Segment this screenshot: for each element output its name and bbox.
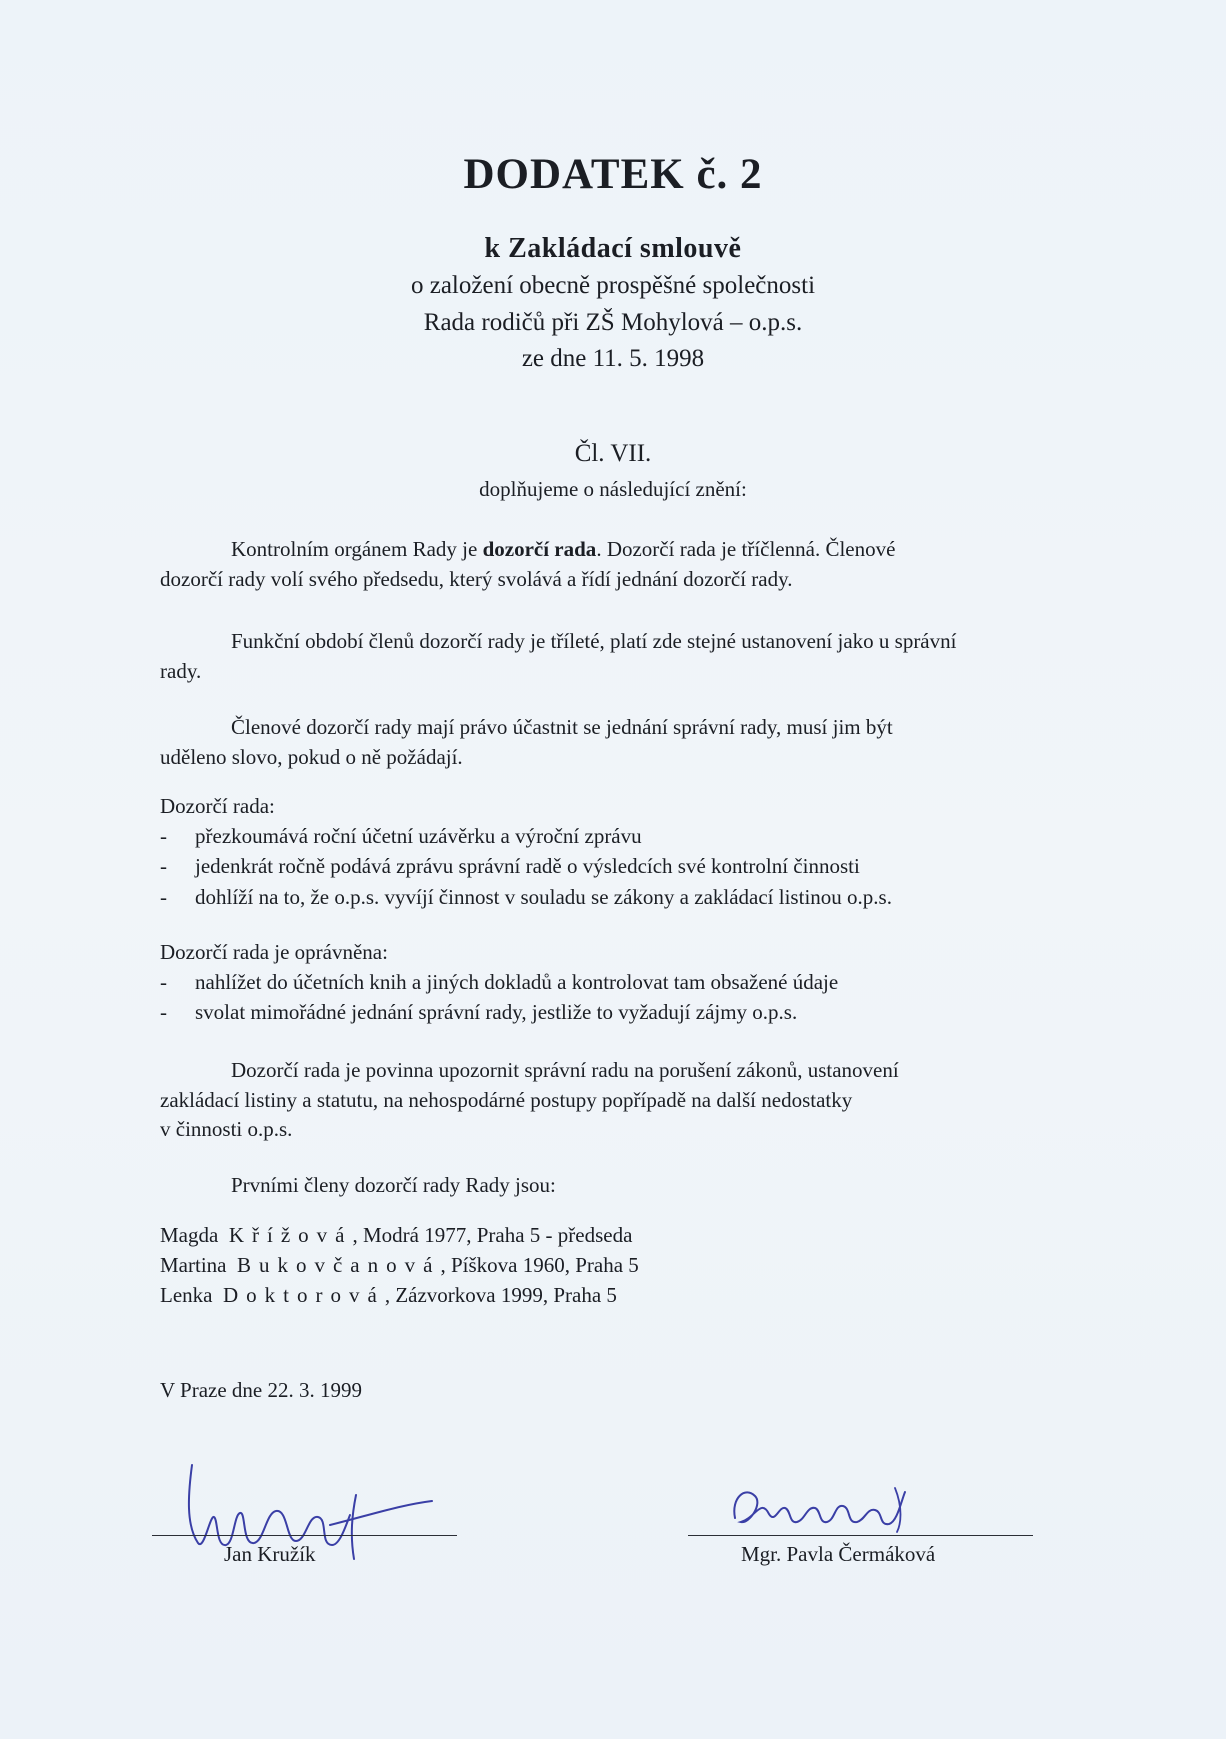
member-row [160,1280,617,1310]
place-date: V Praze dne 22. 3. 1999 [160,1378,362,1402]
member-first-name: Martina [160,1253,227,1277]
document-title: DODATEK č. 2 [463,151,763,198]
member-first-name: Magda [160,1223,219,1247]
header-line-3: ze dne 11. 5. 1998 [521,345,705,372]
rights-item-1: - nahlížet do účetních knih a jiných dokladů a kontrolovat tam obsažené údaje [160,970,839,994]
header-line-1: o založení obecně prospěšné společnosti [410,272,816,299]
member-last-name: Bukovčanová [236,1253,441,1277]
duties-item-2: - jedenkrát ročně podává zprávu správní radě o výsledcích své kontrolní činnosti [160,854,860,878]
duties-heading: Dozorčí rada: [160,794,275,818]
rights-item-2: - svolat mimořádné jednání správní rady, jestliže to vyžadují zájmy o.p.s. [160,1000,798,1024]
member-details: , Zázvorkova 1999, Praha 5 [384,1283,617,1307]
duties-item-1: - přezkoumává roční účetní uzávěrku a výroční zprávu [160,824,642,848]
signature-line-left [152,1535,457,1536]
signature-right-scribble [725,1478,925,1540]
paragraph-3-line-1: Členové dozorčí rady mají právo účastnit se jednání správní rady, musí jim být [231,715,893,739]
header-line-2: Rada rodičů při ZŠ Mohylová – o.p.s. [423,309,803,336]
paragraph-2-line-2: rady. [160,659,202,683]
paragraph-2-line-1: Funkční období členů dozorčí rady je tříleté, platí zde stejné ustanovení jako u správní [231,629,957,653]
obligation-line-2: zakládací listiny a statutu, na nehospodárné postupy popřípadě na další nedostatky [160,1088,853,1112]
obligation-line-3: v činnosti o.p.s. [160,1117,293,1141]
members-heading: Prvními členy dozorčí rady Rady jsou: [231,1173,556,1197]
signer-left-name: Jan Kružík [224,1542,316,1566]
member-details: , Modrá 1977, Praha 5 - předseda [352,1223,633,1247]
article-intro: doplňujeme o následující znění: [479,477,747,501]
p1-bold-term: dozorčí rada [482,537,597,561]
article-number: Čl. VII. [574,440,652,467]
member-last-name: Křížová [228,1223,353,1247]
signer-right-name: Mgr. Pavla Čermáková [741,1542,936,1566]
member-row [160,1250,639,1280]
member-first-name: Lenka [160,1283,213,1307]
paragraph-3-line-2: uděleno slovo, pokud o ně požádají. [160,745,463,769]
document-subtitle: k Zakládací smlouvě [484,233,742,264]
member-row [160,1220,632,1250]
member-details: , Píškova 1960, Praha 5 [440,1253,639,1277]
p1-text-c: . Dozorčí rada je tříčlenná. Členové [596,537,896,561]
rights-heading: Dozorčí rada je oprávněna: [160,940,388,964]
p1-text-a: Kontrolním orgánem Rady je [231,537,483,561]
paragraph-1-line-2: dozorčí rady volí svého předsedu, který svolává a řídí jednání dozorčí rady. [160,567,793,591]
member-last-name: Doktorová [222,1283,385,1307]
obligation-line-1: Dozorčí rada je povinna upozornit správní radu na porušení zákonů, ustanovení [231,1058,899,1082]
signature-line-right [688,1535,1033,1536]
paragraph-1-line-1 [231,534,895,564]
duties-item-3: - dohlíží na to, že o.p.s. vyvíjí činnost v souladu se zákony a zakládací listinou o.p.s. [160,885,892,909]
